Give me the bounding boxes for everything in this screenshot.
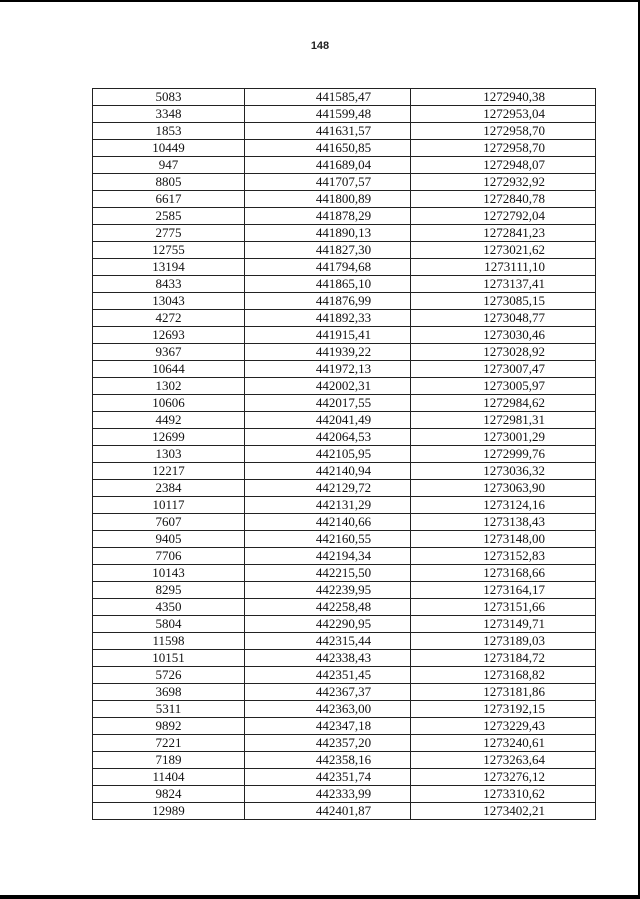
x-coordinate-cell: 442347,18 [245,718,411,735]
table-row [93,701,596,718]
x-coordinate-cell: 442129,72 [245,480,411,497]
x-coordinate-cell: 441878,29 [245,208,411,225]
point-number-cell: 3348 [93,106,245,123]
point-number-cell: 947 [93,157,245,174]
y-coordinate-cell: 1273229,43 [411,718,596,735]
point-number-cell: 8295 [93,582,245,599]
x-coordinate-cell: 442351,45 [245,667,411,684]
point-number-cell: 7189 [93,752,245,769]
point-number-cell: 3698 [93,684,245,701]
y-coordinate-cell: 1273168,82 [411,667,596,684]
x-coordinate-cell: 441890,13 [245,225,411,242]
y-coordinate-cell: 1273149,71 [411,616,596,633]
x-coordinate-cell: 441915,41 [245,327,411,344]
point-number-cell: 11598 [93,633,245,650]
table-row [93,480,596,497]
table-row [93,616,596,633]
y-coordinate-cell: 1273007,47 [411,361,596,378]
coordinates-table [92,88,596,820]
y-coordinate-cell: 1273005,97 [411,378,596,395]
table-row [93,514,596,531]
y-coordinate-cell: 1272948,07 [411,157,596,174]
x-coordinate-cell: 441972,13 [245,361,411,378]
point-number-cell: 9892 [93,718,245,735]
point-number-cell: 4492 [93,412,245,429]
table-row [93,344,596,361]
x-coordinate-cell: 441650,85 [245,140,411,157]
point-number-cell: 13043 [93,293,245,310]
point-number-cell: 12989 [93,803,245,820]
table-row [93,123,596,140]
point-number-cell: 1302 [93,378,245,395]
y-coordinate-cell: 1273181,86 [411,684,596,701]
point-number-cell: 11404 [93,769,245,786]
point-number-cell: 9405 [93,531,245,548]
point-number-cell: 5804 [93,616,245,633]
y-coordinate-cell: 1272940,38 [411,89,596,106]
y-coordinate-cell: 1273310,62 [411,786,596,803]
table-row [93,786,596,803]
x-coordinate-cell: 442160,55 [245,531,411,548]
point-number-cell: 12755 [93,242,245,259]
y-coordinate-cell: 1273111,10 [411,259,596,276]
point-number-cell: 10449 [93,140,245,157]
x-coordinate-cell: 441585,47 [245,89,411,106]
point-number-cell: 12699 [93,429,245,446]
y-coordinate-cell: 1272999,76 [411,446,596,463]
y-coordinate-cell: 1272958,70 [411,140,596,157]
x-coordinate-cell: 441939,22 [245,344,411,361]
point-number-cell: 10117 [93,497,245,514]
y-coordinate-cell: 1273168,66 [411,565,596,582]
x-coordinate-cell: 441794,68 [245,259,411,276]
y-coordinate-cell: 1273192,15 [411,701,596,718]
x-coordinate-cell: 442064,53 [245,429,411,446]
point-number-cell: 8433 [93,276,245,293]
x-coordinate-cell: 441800,89 [245,191,411,208]
table-row [93,446,596,463]
point-number-cell: 12693 [93,327,245,344]
table-row [93,157,596,174]
point-number-cell: 2585 [93,208,245,225]
x-coordinate-cell: 441892,33 [245,310,411,327]
table-row [93,242,596,259]
x-coordinate-cell: 442338,43 [245,650,411,667]
point-number-cell: 1853 [93,123,245,140]
x-coordinate-cell: 442215,50 [245,565,411,582]
table-row [93,582,596,599]
y-coordinate-cell: 1272953,04 [411,106,596,123]
point-number-cell: 6617 [93,191,245,208]
x-coordinate-cell: 442239,95 [245,582,411,599]
x-coordinate-cell: 442363,00 [245,701,411,718]
table-row [93,565,596,582]
y-coordinate-cell: 1273263,64 [411,752,596,769]
x-coordinate-cell: 442351,74 [245,769,411,786]
table-row [93,174,596,191]
point-number-cell: 7221 [93,735,245,752]
y-coordinate-cell: 1273048,77 [411,310,596,327]
point-number-cell: 7706 [93,548,245,565]
table-row [93,191,596,208]
x-coordinate-cell: 441876,99 [245,293,411,310]
point-number-cell: 8805 [93,174,245,191]
y-coordinate-cell: 1273021,62 [411,242,596,259]
x-coordinate-cell: 442131,29 [245,497,411,514]
y-coordinate-cell: 1273030,46 [411,327,596,344]
table-row [93,633,596,650]
y-coordinate-cell: 1273036,32 [411,463,596,480]
y-coordinate-cell: 1272840,78 [411,191,596,208]
point-number-cell: 1303 [93,446,245,463]
y-coordinate-cell: 1273152,83 [411,548,596,565]
table-row [93,650,596,667]
table-row [93,667,596,684]
x-coordinate-cell: 442315,44 [245,633,411,650]
table-row [93,293,596,310]
x-coordinate-cell: 442194,34 [245,548,411,565]
table-row [93,463,596,480]
table-row [93,208,596,225]
y-coordinate-cell: 1273402,21 [411,803,596,820]
y-coordinate-cell: 1272932,92 [411,174,596,191]
y-coordinate-cell: 1273124,16 [411,497,596,514]
y-coordinate-cell: 1273184,72 [411,650,596,667]
y-coordinate-cell: 1273063,90 [411,480,596,497]
table-row [93,599,596,616]
table-row [93,412,596,429]
y-coordinate-cell: 1273148,00 [411,531,596,548]
page-number: 148 [310,40,330,52]
point-number-cell: 7607 [93,514,245,531]
x-coordinate-cell: 442140,94 [245,463,411,480]
y-coordinate-cell: 1273151,66 [411,599,596,616]
y-coordinate-cell: 1273001,29 [411,429,596,446]
table-row [93,803,596,820]
table-row [93,395,596,412]
x-coordinate-cell: 442358,16 [245,752,411,769]
y-coordinate-cell: 1272981,31 [411,412,596,429]
y-coordinate-cell: 1272792,04 [411,208,596,225]
point-number-cell: 5311 [93,701,245,718]
table-row [93,106,596,123]
table-row [93,718,596,735]
table-row [93,769,596,786]
y-coordinate-cell: 1273189,03 [411,633,596,650]
y-coordinate-cell: 1272958,70 [411,123,596,140]
point-number-cell: 10151 [93,650,245,667]
point-number-cell: 10143 [93,565,245,582]
point-number-cell: 5726 [93,667,245,684]
x-coordinate-cell: 441631,57 [245,123,411,140]
point-number-cell: 5083 [93,89,245,106]
y-coordinate-cell: 1273164,17 [411,582,596,599]
table-row [93,684,596,701]
table-row [93,531,596,548]
x-coordinate-cell: 442290,95 [245,616,411,633]
x-coordinate-cell: 442401,87 [245,803,411,820]
x-coordinate-cell: 442002,31 [245,378,411,395]
x-coordinate-cell: 442258,48 [245,599,411,616]
y-coordinate-cell: 1273240,61 [411,735,596,752]
x-coordinate-cell: 441689,04 [245,157,411,174]
y-coordinate-cell: 1273276,12 [411,769,596,786]
x-coordinate-cell: 441827,30 [245,242,411,259]
y-coordinate-cell: 1272984,62 [411,395,596,412]
table-row [93,361,596,378]
point-number-cell: 10606 [93,395,245,412]
table-row [93,752,596,769]
point-number-cell: 13194 [93,259,245,276]
table-row [93,735,596,752]
y-coordinate-cell: 1273138,43 [411,514,596,531]
table-row [93,225,596,242]
point-number-cell: 9824 [93,786,245,803]
table-row [93,378,596,395]
x-coordinate-cell: 442017,55 [245,395,411,412]
y-coordinate-cell: 1273085,15 [411,293,596,310]
point-number-cell: 2775 [93,225,245,242]
x-coordinate-cell: 442367,37 [245,684,411,701]
table-row [93,548,596,565]
x-coordinate-cell: 441599,48 [245,106,411,123]
x-coordinate-cell: 441865,10 [245,276,411,293]
x-coordinate-cell: 442333,99 [245,786,411,803]
table-row [93,276,596,293]
point-number-cell: 2384 [93,480,245,497]
y-coordinate-cell: 1273137,41 [411,276,596,293]
x-coordinate-cell: 442140,66 [245,514,411,531]
y-coordinate-cell: 1272841,23 [411,225,596,242]
table-row [93,89,596,106]
table-row [93,497,596,514]
table-row [93,140,596,157]
table-row [93,429,596,446]
x-coordinate-cell: 442041,49 [245,412,411,429]
table-row [93,327,596,344]
point-number-cell: 12217 [93,463,245,480]
table-row [93,310,596,327]
point-number-cell: 4272 [93,310,245,327]
x-coordinate-cell: 442105,95 [245,446,411,463]
coordinates-table-body [93,89,596,820]
x-coordinate-cell: 442357,20 [245,735,411,752]
y-coordinate-cell: 1273028,92 [411,344,596,361]
point-number-cell: 9367 [93,344,245,361]
x-coordinate-cell: 441707,57 [245,174,411,191]
point-number-cell: 4350 [93,599,245,616]
table-row [93,259,596,276]
point-number-cell: 10644 [93,361,245,378]
